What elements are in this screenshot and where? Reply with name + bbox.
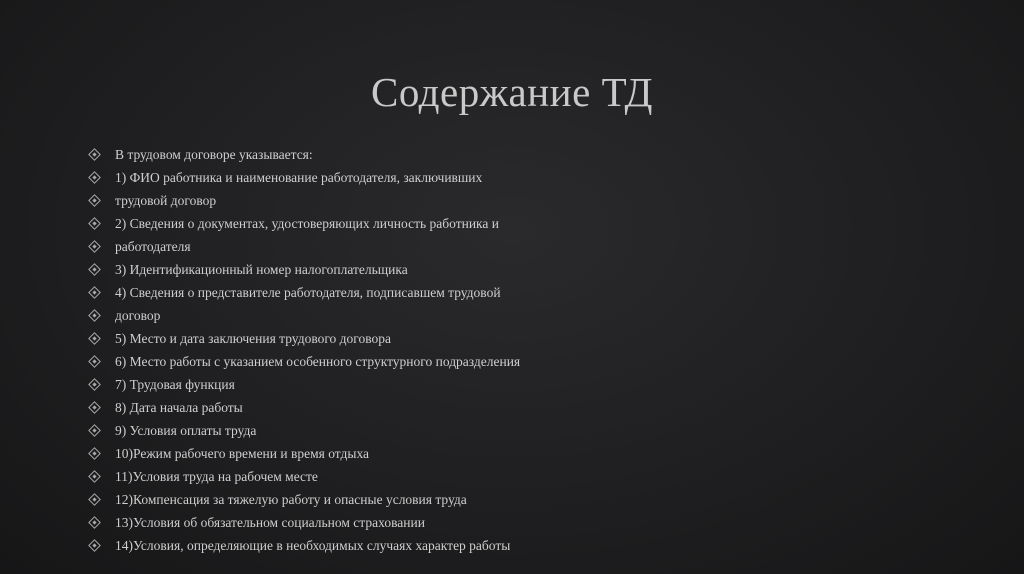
diamond-bullet-icon	[88, 493, 101, 506]
list-item	[88, 212, 520, 235]
list-item	[88, 396, 520, 419]
slide-title: Содержание ТД	[370, 69, 653, 115]
list-item	[88, 350, 520, 373]
list-item	[88, 327, 520, 350]
diamond-bullet-icon	[88, 194, 101, 207]
list-item	[88, 235, 520, 258]
list-item	[88, 442, 520, 465]
diamond-bullet-icon	[88, 516, 101, 529]
list-item-text: 4) Сведения о представителе работодателя, подписавшем трудовой	[115, 284, 501, 300]
bullet-list	[88, 143, 520, 557]
list-item-text: 14)Условия, определяющие в необходимых случаях характер работы	[115, 537, 511, 553]
list-item	[88, 258, 520, 281]
list-item	[88, 304, 520, 327]
list-item	[88, 166, 520, 189]
list-item-text: 12)Компенсация за тяжелую работу и опасные условия труда	[115, 491, 467, 507]
diamond-bullet-icon	[88, 148, 101, 161]
diamond-bullet-icon	[88, 240, 101, 253]
list-item	[88, 534, 520, 557]
list-item-text: 9) Условия оплаты труда	[115, 422, 257, 438]
list-item-text: 1) ФИО работника и наименование работодателя, заключивших	[115, 169, 483, 185]
list-item	[88, 281, 520, 304]
diamond-bullet-icon	[88, 217, 101, 230]
diamond-bullet-icon	[88, 539, 101, 552]
list-item	[88, 143, 520, 166]
list-item-text: В трудовом договоре указывается:	[115, 146, 313, 162]
diamond-bullet-icon	[88, 447, 101, 460]
diamond-bullet-icon	[88, 309, 101, 322]
list-item	[88, 189, 520, 212]
list-item-text: 11)Условия труда на рабочем месте	[115, 468, 318, 484]
diamond-bullet-icon	[88, 286, 101, 299]
list-item-text: трудовой договор	[115, 192, 217, 208]
list-item-text: 6) Место работы с указанием особенного структурного подразделения	[115, 353, 521, 369]
diamond-bullet-icon	[88, 332, 101, 345]
list-item	[88, 465, 520, 488]
list-item-text: 13)Условия об обязательном социальном страховании	[115, 514, 425, 530]
diamond-bullet-icon	[88, 263, 101, 276]
diamond-bullet-icon	[88, 355, 101, 368]
list-item-text: 5) Место и дата заключения трудового договора	[115, 330, 392, 346]
diamond-bullet-icon	[88, 378, 101, 391]
diamond-bullet-icon	[88, 424, 101, 437]
diamond-bullet-icon	[88, 171, 101, 184]
list-item-text: договор	[115, 307, 161, 323]
list-item-text: 3) Идентификационный номер налогоплательщика	[115, 261, 408, 277]
list-item	[88, 419, 520, 442]
list-item-text: 7) Трудовая функция	[115, 376, 235, 392]
list-item-text: 2) Сведения о документах, удостоверяющих личность работника и	[115, 215, 499, 231]
list-item	[88, 511, 520, 534]
list-item	[88, 373, 520, 396]
list-item	[88, 488, 520, 511]
list-item-text: работодателя	[115, 238, 191, 254]
list-item-text: 10)Режим рабочего времени и время отдыха	[115, 445, 370, 461]
diamond-bullet-icon	[88, 401, 101, 414]
diamond-bullet-icon	[88, 470, 101, 483]
list-item-text: 8) Дата начала работы	[115, 399, 243, 415]
